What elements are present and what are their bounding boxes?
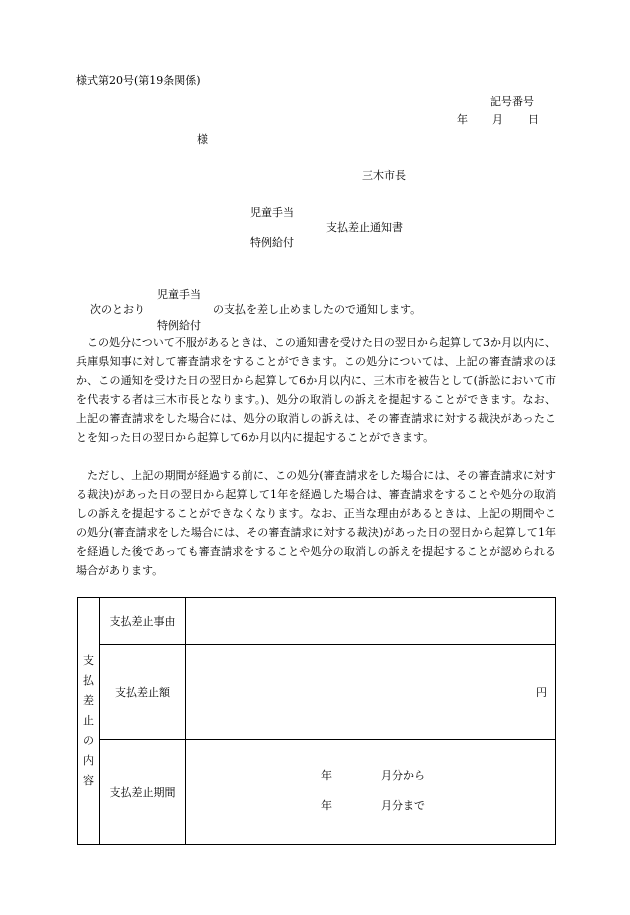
title-line-1: 児童手当: [250, 206, 294, 219]
table-row: [78, 740, 556, 845]
title-line-3: 特例給付: [250, 236, 294, 249]
suspension-details-table: [77, 597, 556, 845]
record-number-label: 記号番号: [490, 95, 534, 108]
body-paragraph-1-text: この処分について不服があるときは、この通知書を受けた日の翌日から起算して3か月以内に、兵庫県知事に対して審査請求をすることができます。この処分については、上記の審査請求のほか、この通知を受けた日の翌日から起算して6か月以内に、三木市を被告として(訴訟において市を代表する者は三木市長となります。)、処分の取消しの訴えを提起することができます。なお、上記の審査請求をした場合には、処分の取消しの訴えは、その審査請求に対する裁決があったことを知った日の翌日から起算して6か月以内に提起することができます。: [76, 336, 556, 444]
amount-label: 支払差止額: [100, 645, 186, 740]
side-char: 支: [83, 654, 94, 667]
period-from-month: 月分から: [381, 769, 425, 782]
period-label: 支払差止期間: [100, 740, 186, 845]
body-paragraph-2: [76, 466, 556, 580]
body-paragraph-2-text: ただし、上記の期間が経過する前に、この処分(審査請求をした場合には、その審査請求に対する裁決)があった日の翌日から起算して1年を経過した場合は、審査請求をすることや処分の取消しの訴えを提起することができなくなります。なお、正当な理由があるときは、上記の期間やこの処分(審査請求をした場合には、その審査請求に対する裁決)があった日の翌日から起算して1年を経過した後であっても審査請求をすることや処分の取消しの訴えを提起することが認められる場合があります。: [76, 469, 556, 577]
notice-lower: 特例給付: [157, 319, 201, 332]
side-char: の: [83, 734, 94, 747]
date-year: 年: [457, 113, 468, 126]
date-day: 日: [528, 113, 539, 126]
reason-value: [186, 598, 556, 645]
table-row: [78, 645, 556, 740]
period-value: [186, 740, 556, 845]
issuer: 三木市長: [362, 169, 406, 182]
side-label: [78, 598, 100, 845]
notice-prefix: 次のとおり: [90, 303, 145, 316]
reason-label: 支払差止事由: [100, 598, 186, 645]
amount-value: [186, 645, 556, 740]
notice-upper: 児童手当: [157, 288, 201, 301]
period-from-year: 年: [321, 769, 332, 782]
side-char: 止: [83, 714, 94, 727]
table-row: [78, 598, 556, 645]
side-char: 内: [83, 754, 94, 767]
amount-unit: 円: [536, 686, 547, 699]
notice-suffix: の支払を差し止めましたので通知します。: [213, 303, 422, 316]
title-line-2: 支払差止通知書: [326, 221, 403, 234]
side-char: 容: [83, 774, 94, 787]
body-paragraph-1: [76, 333, 556, 447]
date-month: 月: [492, 113, 503, 126]
period-to-year: 年: [321, 799, 332, 812]
side-char: 差: [83, 694, 94, 707]
period-to-month: 月分まで: [381, 799, 425, 812]
addressee-suffix: 様: [197, 133, 208, 146]
side-char: 払: [83, 674, 94, 687]
form-number: 様式第20号(第19条関係): [76, 74, 201, 87]
